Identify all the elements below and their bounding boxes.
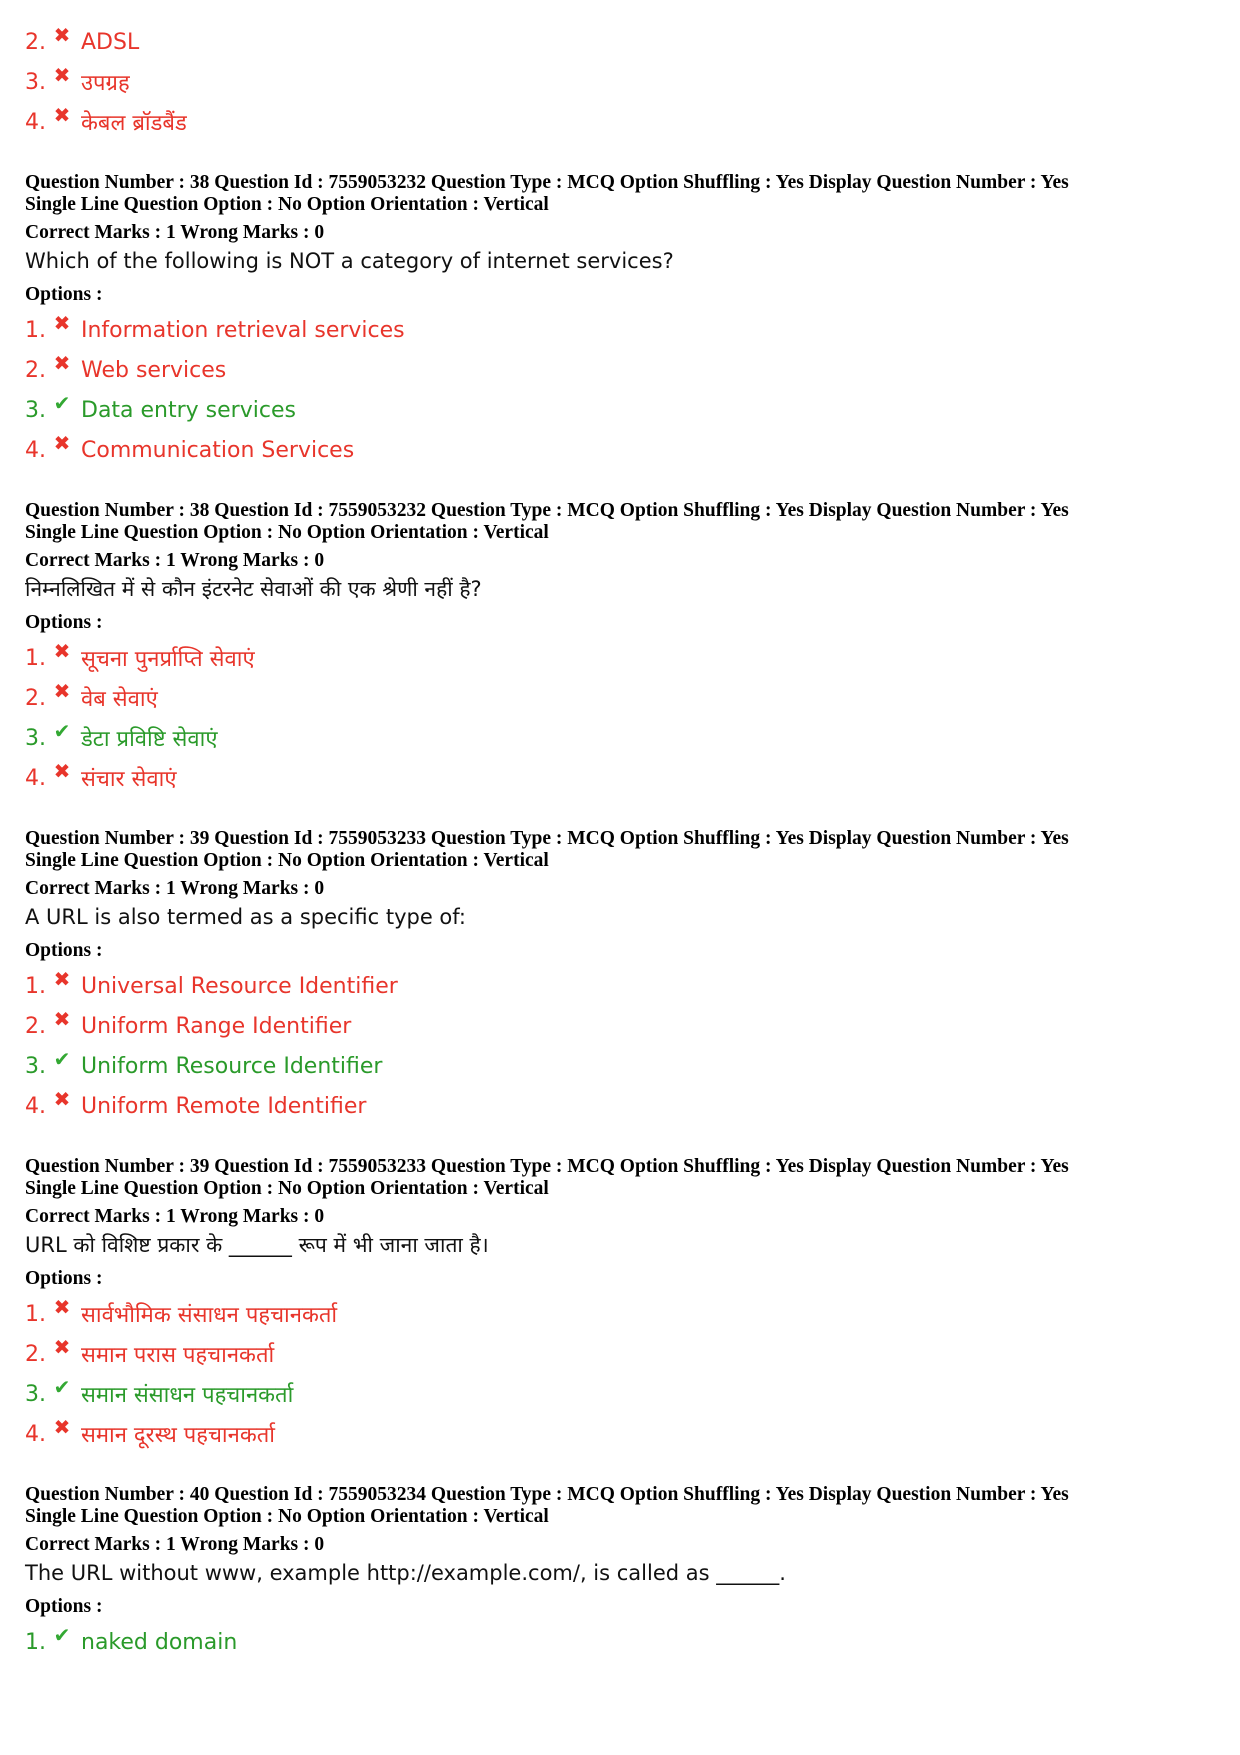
cross-icon: ✖ bbox=[53, 759, 71, 783]
question-meta-line2: Single Line Question Option : No Option Orientation : Vertical bbox=[25, 522, 549, 543]
question-marks: Correct Marks : 1 Wrong Marks : 0 bbox=[25, 1534, 325, 1555]
option-number: 4. bbox=[25, 765, 46, 791]
question-meta-line1: Question Number : 38 Question Id : 7559053232 Question Type : MCQ Option Shuffling : Yes Display Question Number : Yes bbox=[25, 172, 1069, 193]
options-list bbox=[25, 1622, 1215, 1662]
option-number: 2. bbox=[25, 357, 46, 383]
option-text: वेब सेवाएं bbox=[81, 687, 158, 712]
option-item bbox=[25, 966, 1215, 1006]
question-list bbox=[25, 172, 1215, 1662]
option-number: 2. bbox=[25, 685, 46, 711]
question-text: A URL is also termed as a specific type of: bbox=[25, 905, 466, 929]
option-item bbox=[25, 1086, 1215, 1126]
option-number: 4. bbox=[25, 1093, 46, 1119]
question-block bbox=[25, 172, 1215, 470]
option-item bbox=[25, 1622, 1215, 1662]
option-text: naked domain bbox=[81, 1629, 238, 1655]
option-text: समान परास पहचानकर्ता bbox=[81, 1343, 275, 1368]
question-text: The URL without www, example http://example.com/, is called as ______. bbox=[25, 1561, 786, 1585]
question-meta-line2: Single Line Question Option : No Option Orientation : Vertical bbox=[25, 850, 549, 871]
cross-icon: ✖ bbox=[53, 1295, 71, 1319]
check-icon: ✔ bbox=[53, 1375, 71, 1399]
options-label: Options : bbox=[25, 612, 103, 633]
option-number: 2. bbox=[25, 1341, 46, 1367]
option-item bbox=[25, 62, 1215, 102]
question-marks: Correct Marks : 1 Wrong Marks : 0 bbox=[25, 550, 325, 571]
option-text: Data entry services bbox=[81, 397, 296, 423]
option-text: सार्वभौमिक संसाधन पहचानकर्ता bbox=[81, 1303, 338, 1328]
question-meta-line2: Single Line Question Option : No Option Orientation : Vertical bbox=[25, 1506, 549, 1527]
option-item bbox=[25, 758, 1215, 798]
options-label: Options : bbox=[25, 940, 103, 961]
option-text: डेटा प्रविष्टि सेवाएं bbox=[81, 727, 218, 752]
option-text: Web services bbox=[81, 357, 227, 383]
check-icon: ✔ bbox=[53, 391, 71, 415]
cross-icon: ✖ bbox=[53, 679, 71, 703]
intro-options bbox=[25, 22, 1215, 142]
option-item bbox=[25, 1334, 1215, 1374]
option-number: 3. bbox=[25, 397, 46, 423]
option-number: 4. bbox=[25, 109, 46, 135]
question-marks: Correct Marks : 1 Wrong Marks : 0 bbox=[25, 1206, 325, 1227]
option-text: Uniform Resource Identifier bbox=[81, 1053, 383, 1079]
question-meta-line1: Question Number : 38 Question Id : 7559053232 Question Type : MCQ Option Shuffling : Yes Display Question Number : Yes bbox=[25, 500, 1069, 521]
cross-icon: ✖ bbox=[53, 1335, 71, 1359]
option-number: 1. bbox=[25, 1301, 46, 1327]
cross-icon: ✖ bbox=[53, 967, 71, 991]
option-text: Information retrieval services bbox=[81, 317, 405, 343]
option-number: 3. bbox=[25, 1053, 46, 1079]
question-marks: Correct Marks : 1 Wrong Marks : 0 bbox=[25, 878, 325, 899]
option-number: 2. bbox=[25, 1013, 46, 1039]
question-meta-line2: Single Line Question Option : No Option Orientation : Vertical bbox=[25, 1178, 549, 1199]
option-item bbox=[25, 310, 1215, 350]
option-text: Communication Services bbox=[81, 437, 355, 463]
option-text: उपग्रह bbox=[81, 71, 130, 96]
option-item bbox=[25, 1374, 1215, 1414]
option-number: 1. bbox=[25, 317, 46, 343]
option-item bbox=[25, 430, 1215, 470]
check-icon: ✔ bbox=[53, 1623, 71, 1647]
option-number: 1. bbox=[25, 1629, 46, 1655]
option-item bbox=[25, 1006, 1215, 1046]
option-item bbox=[25, 102, 1215, 142]
option-number: 1. bbox=[25, 973, 46, 999]
option-text: Uniform Remote Identifier bbox=[81, 1093, 367, 1119]
option-item bbox=[25, 350, 1215, 390]
option-text: संचार सेवाएं bbox=[81, 767, 177, 792]
question-block bbox=[25, 828, 1215, 1126]
question-block bbox=[25, 1156, 1215, 1454]
question-text: URL को विशिष्ट प्रकार के ______ रूप में भी जाना जाता है। bbox=[25, 1233, 489, 1257]
option-number: 3. bbox=[25, 725, 46, 751]
question-meta-line1: Question Number : 40 Question Id : 7559053234 Question Type : MCQ Option Shuffling : Yes Display Question Number : Yes bbox=[25, 1484, 1069, 1505]
option-item bbox=[25, 390, 1215, 430]
question-block bbox=[25, 1484, 1215, 1662]
option-item bbox=[25, 1294, 1215, 1334]
option-item bbox=[25, 1046, 1215, 1086]
cross-icon: ✖ bbox=[53, 103, 71, 127]
cross-icon: ✖ bbox=[53, 1415, 71, 1439]
option-text: Universal Resource Identifier bbox=[81, 973, 398, 999]
cross-icon: ✖ bbox=[53, 311, 71, 335]
options-label: Options : bbox=[25, 1596, 103, 1617]
cross-icon: ✖ bbox=[53, 1087, 71, 1111]
cross-icon: ✖ bbox=[53, 63, 71, 87]
option-number: 4. bbox=[25, 437, 46, 463]
option-text: ADSL bbox=[81, 29, 140, 55]
question-meta-line1: Question Number : 39 Question Id : 7559053233 Question Type : MCQ Option Shuffling : Yes Display Question Number : Yes bbox=[25, 828, 1069, 849]
question-text: Which of the following is NOT a category of internet services? bbox=[25, 249, 674, 273]
options-list bbox=[25, 966, 1215, 1126]
option-item bbox=[25, 718, 1215, 758]
question-meta-line2: Single Line Question Option : No Option Orientation : Vertical bbox=[25, 194, 549, 215]
options-list bbox=[25, 310, 1215, 470]
options-label: Options : bbox=[25, 284, 103, 305]
cross-icon: ✖ bbox=[53, 431, 71, 455]
option-text: सूचना पुनर्प्राप्ति सेवाएं bbox=[81, 647, 255, 672]
options-list bbox=[25, 1294, 1215, 1454]
option-number: 1. bbox=[25, 645, 46, 671]
option-number: 4. bbox=[25, 1421, 46, 1447]
question-text: निम्नलिखित में से कौन इंटरनेट सेवाओं की एक श्रेणी नहीं है? bbox=[25, 577, 482, 601]
answer-key-page bbox=[25, 22, 1215, 1662]
option-text: समान संसाधन पहचानकर्ता bbox=[81, 1383, 294, 1408]
option-text: केबल ब्रॉडबैंड bbox=[81, 111, 187, 136]
option-number: 3. bbox=[25, 69, 46, 95]
question-meta-line1: Question Number : 39 Question Id : 7559053233 Question Type : MCQ Option Shuffling : Yes Display Question Number : Yes bbox=[25, 1156, 1069, 1177]
option-item bbox=[25, 678, 1215, 718]
option-number: 2. bbox=[25, 29, 46, 55]
question-block bbox=[25, 500, 1215, 798]
cross-icon: ✖ bbox=[53, 1007, 71, 1031]
option-text: समान दूरस्थ पहचानकर्ता bbox=[81, 1423, 275, 1448]
check-icon: ✔ bbox=[53, 1047, 71, 1071]
cross-icon: ✖ bbox=[53, 639, 71, 663]
option-item bbox=[25, 1414, 1215, 1454]
option-item bbox=[25, 22, 1215, 62]
cross-icon: ✖ bbox=[53, 351, 71, 375]
option-number: 3. bbox=[25, 1381, 46, 1407]
option-text: Uniform Range Identifier bbox=[81, 1013, 352, 1039]
option-item bbox=[25, 638, 1215, 678]
options-label: Options : bbox=[25, 1268, 103, 1289]
check-icon: ✔ bbox=[53, 719, 71, 743]
question-marks: Correct Marks : 1 Wrong Marks : 0 bbox=[25, 222, 325, 243]
options-list bbox=[25, 638, 1215, 798]
cross-icon: ✖ bbox=[53, 23, 71, 47]
